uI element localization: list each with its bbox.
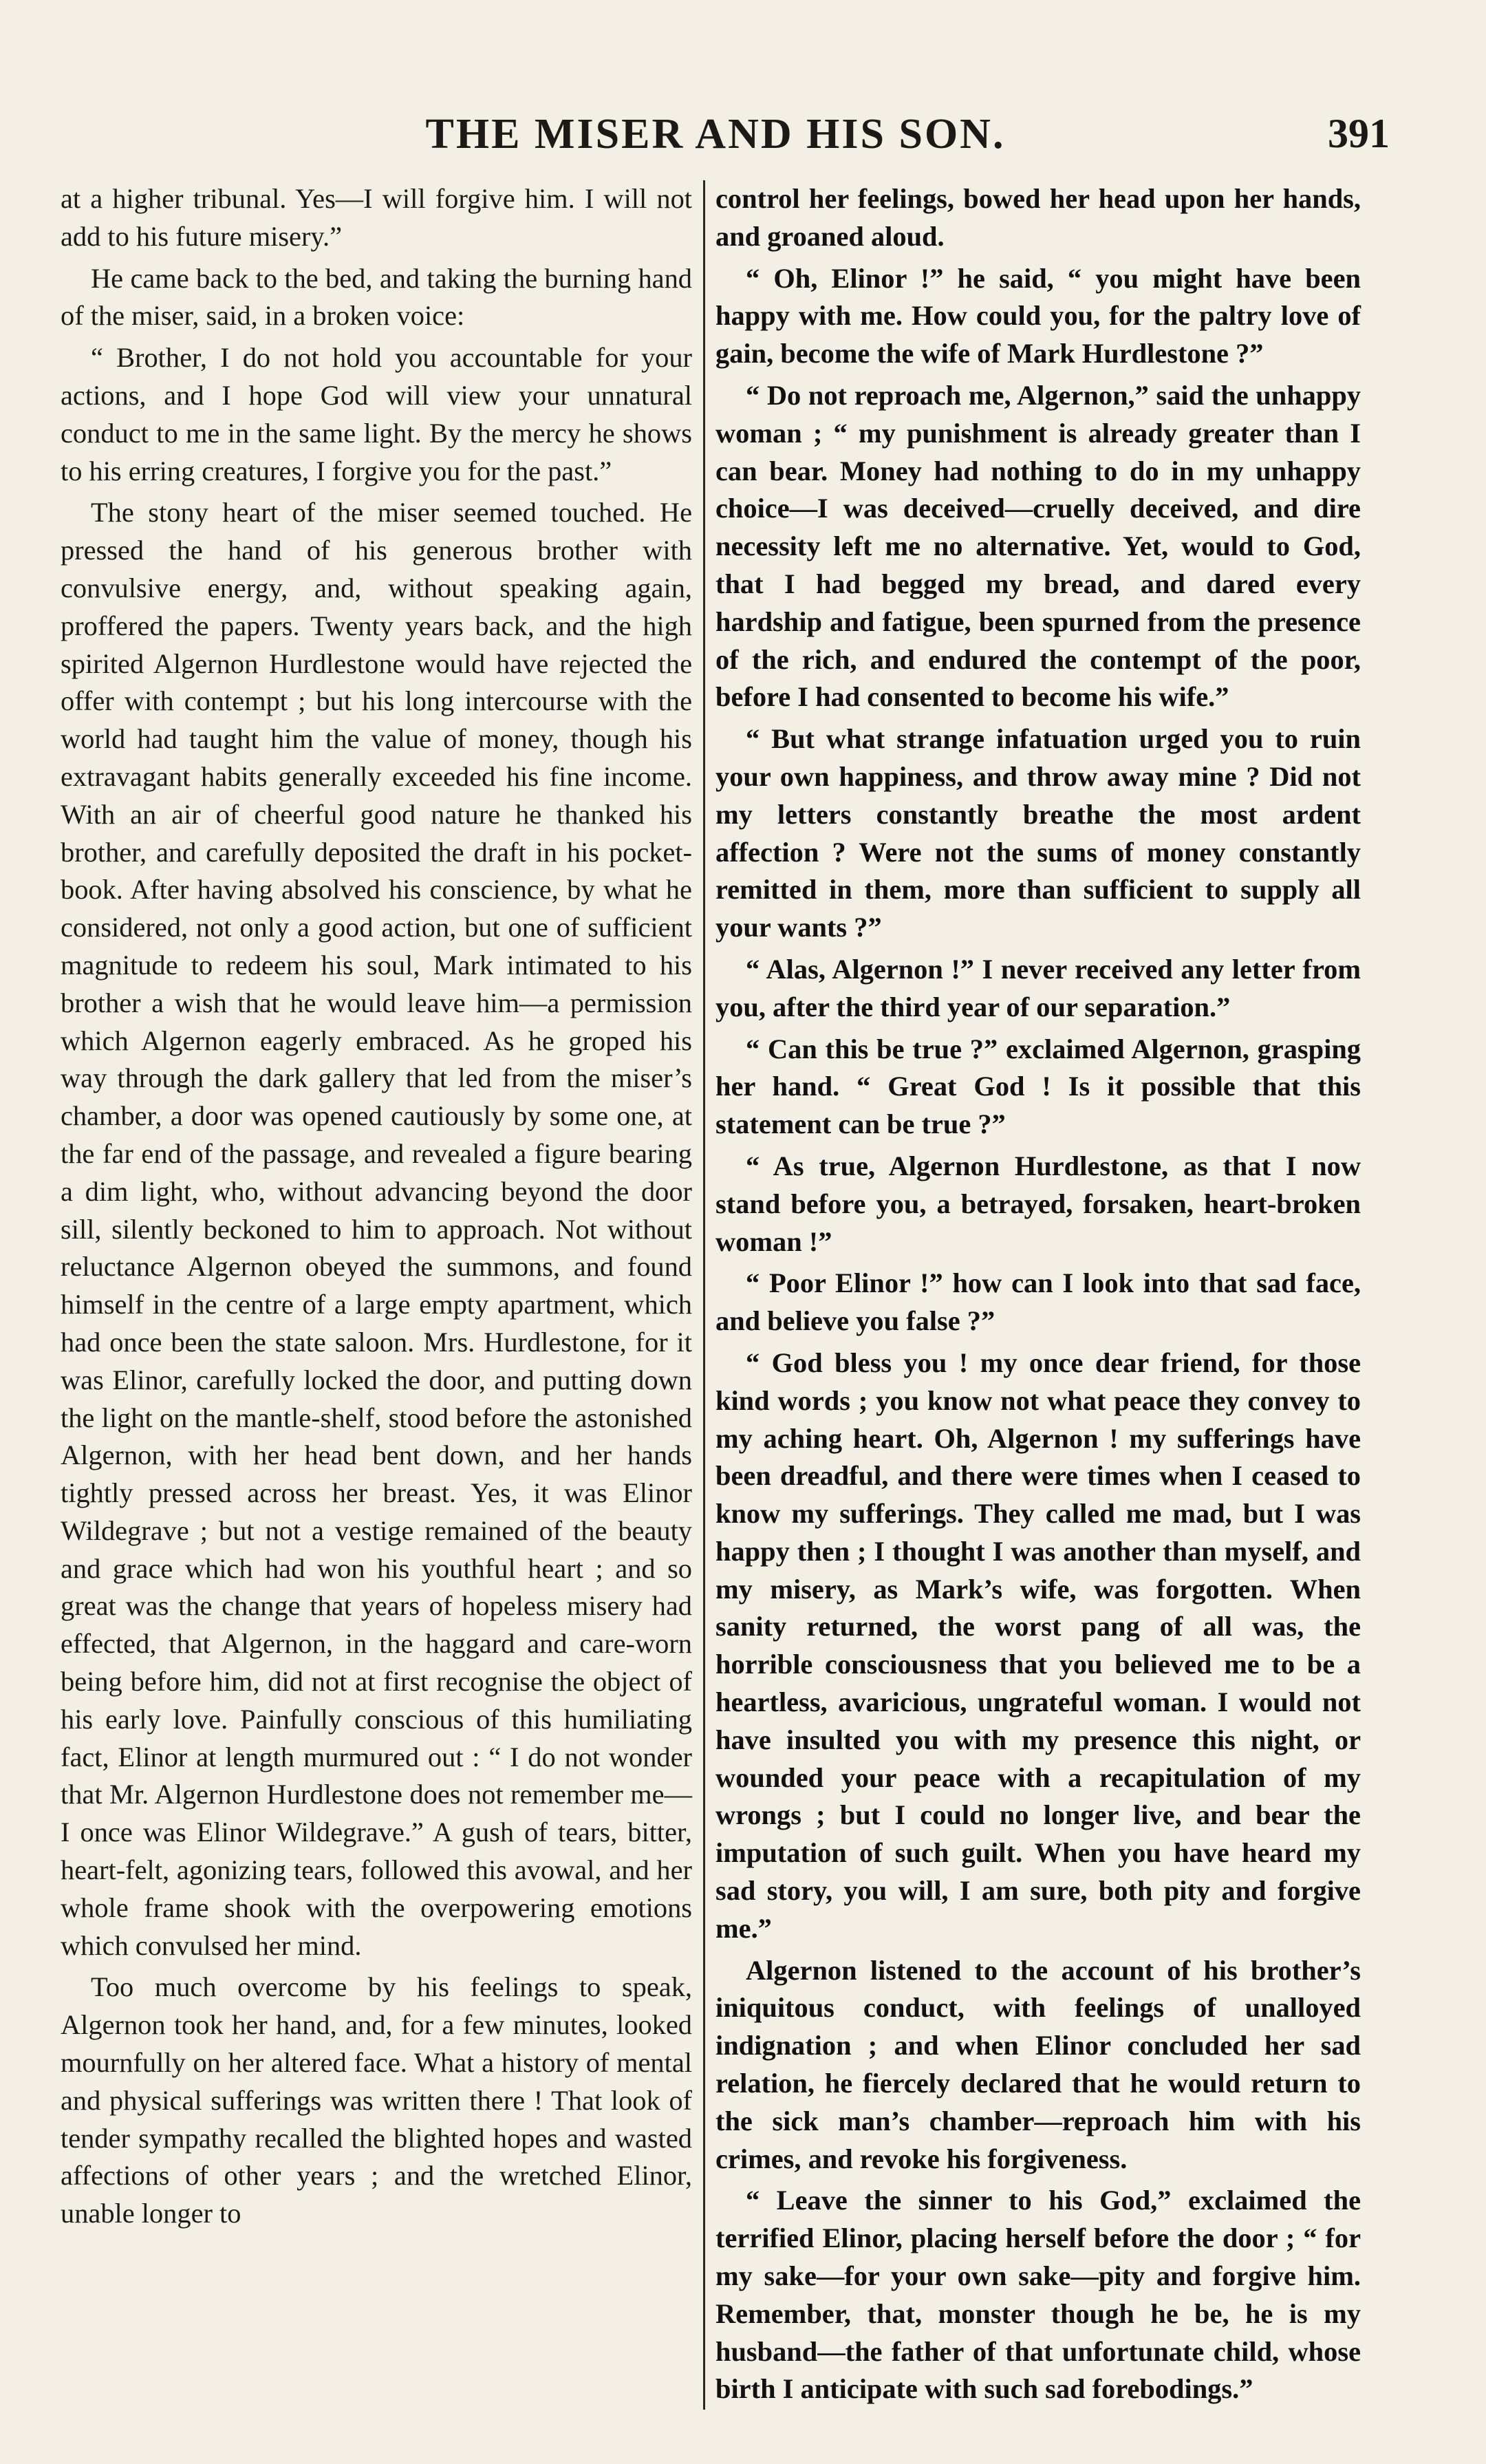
paragraph: Algernon listened to the account of his brother’s iniquitous conduct, with feelings of unalloyed indignation ; and when Elinor concluded her sad relation, he fiercely declared that he would return to the sick man’s chamber—reproach him with his crimes, and revoke his forgiveness. [715,1954,1361,2174]
paragraph: He came back to the bed, and taking the burning hand of the miser, said, in a broken voice: [61,262,692,332]
paragraph: control her feelings, bowed her head upon her hands, and groaned aloud. [715,183,1361,252]
paragraph: “ Alas, Algernon !” I never received any letter from you, after the third year of our separation.” [715,953,1361,1022]
paragraph: The stony heart of the miser seemed touched. He pressed the hand of his generous brother with convulsive energy, and, without speaking again, proffered the papers. Twenty years back, and the high spirited Algernon Hurdlestone would have rejected the offer with contempt ; but his long intercourse with the world had taught him the value of money, though his extravagant habits generally exceeded his fine income. With an air of cheerful good nature he thanked his brother, and carefully deposited the draft in his pocket-book. After having absolved his conscience, by what he considered, not only a good action, but one of sufficient magnitude to redeem his soul, Mark intimated to his brother a wish that he would leave him—a permission which Algernon eagerly embraced. As he groped his way through the dark gallery that led from the miser’s chamber, a door was opened cautiously by some one, at the far end of the passage, and revealed a figure bearing a dim light, who, without advancing beyond the door sill, silently beckoned to him to approach. Not without reluctance Algernon obeyed the summons, and found himself in the centre of a large empty apartment, which had once been the state saloon. Mrs. Hurdlestone, for it was Elinor, carefully locked the door, and putting down the light on the mantle-shelf, stood before the astonished Algernon, with her head bent down, and her hands tightly pressed across her breast. Yes, it was Elinor Wildegrave ; but not a vestige remained of the beauty and grace which had won his youthful heart ; and so great was the change that years of hopeless misery had effected, that Algernon, in the haggard and care-worn being before him, did not at first recognise the object of his early love. Painfully conscious of this humiliating fact, Elinor at length murmured out : “ I do not wonder that Mr. Algernon Hurdlestone does not remember me—I once was Elinor Wildegrave.” A gush of tears, bitter, heart-felt, agonizing tears, followed this avowal, and her whole frame shook with the overpowering emotions which convulsed her mind. [61,497,692,1961]
paragraph: “ God bless you ! my once dear friend, for those kind words ; you know not what peace they convey to my aching heart. Oh, Algernon ! my sufferings have been dreadful, and there were times when I ceased to know my sufferings. They called me mad, but I was happy then ; I thought I was another than myself, and my misery, as Mark’s wife, was forgotten. When sanity returned, the worst pang of all was, the horrible consciousness that you believed me to be a heartless, avaricious, ungrateful woman. I would not have insulted you with my presence this night, or wounded your peace with a recapitulation of my wrongs ; but I could no longer live, and bear the imputation of such guilt. When you have heard my sad story, you will, I am sure, both pity and forgive me.” [715,1347,1361,1944]
paragraph: “ Leave the sinner to his God,” exclaimed the terrified Elinor, placing herself before the door ; “ for my sake—for your own sake—pity and forgive him. Remember, that, monster though he be, he is my husband—the father of that unfortunate child, whose birth I anticipate with such sad forebodings.” [715,2185,1361,2405]
page-number: 391 [1328,111,1390,156]
paragraph: “ Brother, I do not hold you accountable for your actions, and I hope God will view your unnatural conduct to me in the same light. By the mercy he shows to his erring creatures, I forgive you for the past.” [61,342,692,486]
paragraph: “ But what strange infatuation urged you to ruin your own happiness, and throw away mine ? Did not my letters constantly breathe the most ardent affection ? Were not the sums of money constantly remitted in them, more than sufficient to supply all your wants ?” [715,723,1361,943]
page-header [41,96,1390,165]
paragraph: “ Can this be true ?” exclaimed Algernon, grasping her hand. “ Great God ! Is it possible that this statement can be true ?” [715,1033,1361,1140]
paragraph: Too much overcome by his feelings to speak, Algernon took her hand, and, for a few minutes, looked mournfully on her altered face. What a history of mental and physical sufferings was written there ! That look of tender sympathy recalled the blighted hopes and wasted affections of other years ; and the wretched Elinor, unable longer to [61,1971,692,2229]
column-divider [703,180,705,2410]
paragraph: “ Poor Elinor !” how can I look into that sad face, and believe you false ?” [715,1267,1361,1337]
running-title: THE MISER AND HIS SON. [425,111,1006,158]
paragraph: “ Oh, Elinor !” he said, “ you might have been happy with me. How could you, for the paltry love of gain, become the wife of Mark Hurdlestone ?” [715,262,1361,369]
paragraph: at a higher tribunal. Yes—I will forgive him. I will not add to his future misery.” [61,183,692,252]
right-column [715,180,1361,2412]
paragraph: “ Do not reproach me, Algernon,” said the unhappy woman ; “ my punishment is already greater than I can bear. Money had nothing to do in my unhappy choice—I was deceived—cruelly deceived, and dire necessity left me no alternative. Yet, would to God, that I had begged my bread, and dared every hardship and fatigue, been spurned from the presence of the rich, and endured the contempt of the poor, before I had consented to become his wife.” [715,379,1361,713]
paragraph: “ As true, Algernon Hurdlestone, as that I now stand before you, a betrayed, forsaken, heart-broken woman !” [715,1150,1361,1257]
left-column [61,180,692,2237]
